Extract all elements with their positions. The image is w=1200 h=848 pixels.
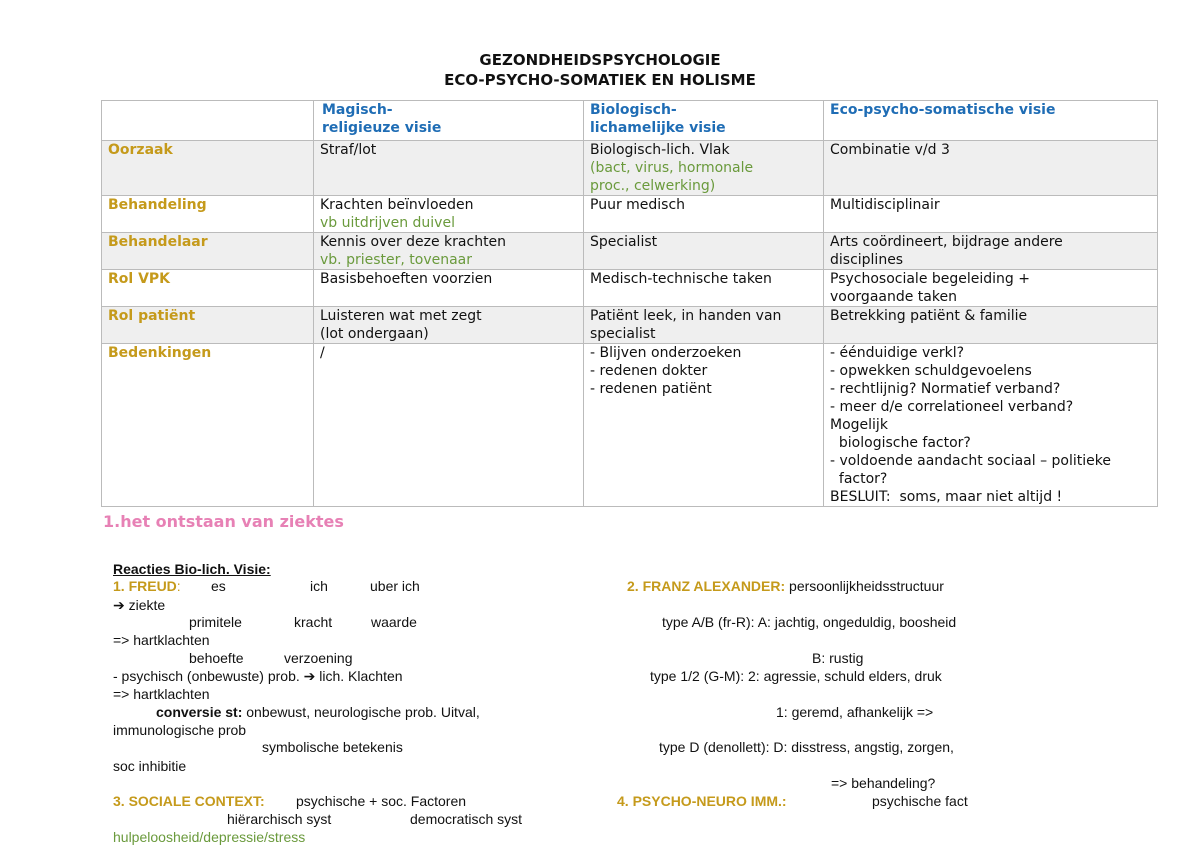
- psychisch-line: - psychisch (onbewuste) prob. ➔ lich. Klachten: [113, 668, 403, 684]
- cell-line: Basisbehoeften voorzien: [320, 271, 493, 287]
- cell-line: - opwekken schuldgevoelens: [830, 363, 1032, 379]
- cell-example-line: vb. priester, tovenaar: [320, 252, 473, 268]
- conversie-label: conversie st:: [156, 704, 243, 720]
- table-row: [102, 233, 1158, 270]
- cell-line: Combinatie v/d 3: [830, 142, 950, 158]
- table-cell-c1: [314, 196, 584, 233]
- cell-line: BESLUIT: soms, maar niet altijd !: [830, 489, 1063, 505]
- cell-line: factor?: [830, 471, 888, 487]
- section-heading: 1.het ontstaan van ziektes: [103, 512, 344, 531]
- document-title-line1: GEZONDHEIDSPSYCHOLOGIE: [479, 51, 721, 69]
- cell-line: - redenen patiënt: [590, 381, 712, 397]
- conversie-line: [156, 704, 480, 720]
- row-label: Bedenkingen: [102, 344, 314, 507]
- cell-example-line: vb uitdrijven duivel: [320, 215, 455, 231]
- cell-line: - rechtlijnig? Normatief verband?: [830, 381, 1061, 397]
- cell-line: - meer d/e correlationeel verband?: [830, 399, 1074, 415]
- cell-line: Arts coördineert, bijdrage andere: [830, 234, 1063, 250]
- freud-colon: :: [176, 578, 181, 594]
- cell-line: - redenen dokter: [590, 363, 708, 379]
- sociale-label: 3. SOCIALE CONTEXT:: [113, 793, 265, 809]
- freud-uberich: uber ich: [370, 578, 420, 594]
- cell-line: specialist: [590, 326, 656, 342]
- table-row: [102, 307, 1158, 344]
- cell-line: Krachten beïnvloeden: [320, 197, 474, 213]
- table-cell-c2: [584, 270, 824, 307]
- cell-line: Psychosociale begeleiding +: [830, 271, 1030, 287]
- hartklachten-2: => hartklachten: [113, 686, 210, 702]
- document-title-line2: ECO-PSYCHO-SOMATIEK EN HOLISME: [444, 71, 756, 89]
- cell-line: Medisch-technische taken: [590, 271, 772, 287]
- cell-line: voorgaande taken: [830, 289, 957, 305]
- democratisch: democratisch syst: [410, 811, 523, 827]
- table-cell-c1: [314, 307, 584, 344]
- cell-line: (lot ondergaan): [320, 326, 429, 342]
- table-row: [102, 196, 1158, 233]
- table-cell-c3: [824, 196, 1158, 233]
- table-cell-c2: [584, 307, 824, 344]
- freud-ich: ich: [310, 578, 328, 594]
- franz-text: persoonlijkheidsstructuur: [785, 578, 944, 594]
- row-label: Behandeling: [102, 196, 314, 233]
- behoefte: behoefte: [189, 650, 244, 666]
- cell-line: - éénduidige verkl?: [830, 345, 965, 361]
- table-row: [102, 270, 1158, 307]
- franz-line: [627, 578, 944, 594]
- header-biologisch: Biologisch- lichamelijke visie: [584, 101, 824, 141]
- verzoening: verzoening: [284, 650, 353, 666]
- cell-line: Patiënt leek, in handen van: [590, 308, 782, 324]
- table-row: [102, 141, 1158, 196]
- cell-line: /: [320, 345, 325, 361]
- freud-line: [113, 578, 181, 594]
- table-cell-c1: [314, 344, 584, 507]
- table-cell-c2: [584, 141, 824, 196]
- table-cell-c3: [824, 270, 1158, 307]
- immuno-line: immunologische prob: [113, 722, 247, 738]
- cell-line: Kennis over deze krachten: [320, 234, 507, 250]
- cell-line: - Blijven onderzoeken: [590, 345, 742, 361]
- ziekte-line: ➔ ziekte: [113, 597, 166, 613]
- row-label: Oorzaak: [102, 141, 314, 196]
- geremd: 1: geremd, afhankelijk =>: [776, 704, 934, 720]
- freud-es: es: [211, 578, 226, 594]
- type-d: type D (denollett): D: disstress, angstig, zorgen,: [659, 739, 954, 755]
- row-label: Behandelaar: [102, 233, 314, 270]
- kracht: kracht: [294, 614, 333, 630]
- table-cell-c3: [824, 233, 1158, 270]
- table-cell-c1: [314, 141, 584, 196]
- cell-line: disciplines: [830, 252, 904, 268]
- psycho-label: 4. PSYCHO-NEURO IMM.:: [617, 793, 787, 809]
- cell-line: Multidisciplinair: [830, 197, 940, 213]
- table-cell-c1: [314, 233, 584, 270]
- reacties-heading: Reacties Bio-lich. Visie:: [113, 561, 271, 577]
- type-12: type 1/2 (G-M): 2: agressie, schuld elders, druk: [650, 668, 942, 684]
- conversie-text: onbewust, neurologische prob. Uitval,: [242, 704, 480, 720]
- sociale-line: [113, 793, 265, 809]
- table-cell-c2: [584, 344, 824, 507]
- behandeling-q: => behandeling?: [831, 775, 936, 791]
- cell-example-line: (bact, virus, hormonale: [590, 160, 754, 176]
- type-ab: type A/B (fr-R): A: jachtig, ongeduldig, boosheid: [662, 614, 957, 630]
- table-row: [102, 344, 1158, 507]
- comparison-table: [101, 100, 1158, 507]
- table-cell-c1: [314, 270, 584, 307]
- row-label: Rol VPK: [102, 270, 314, 307]
- cell-example-line: proc., celwerking): [590, 178, 716, 194]
- hartklachten-1: => hartklachten: [113, 632, 210, 648]
- franz-label: 2. FRANZ ALEXANDER:: [627, 578, 786, 594]
- b-rustig: B: rustig: [812, 650, 864, 666]
- header-magisch: Magisch- religieuze visie: [314, 101, 584, 141]
- header-eco: Eco-psycho-somatische visie: [824, 101, 1158, 141]
- table-cell-c3: [824, 344, 1158, 507]
- cell-line: biologische factor?: [830, 435, 971, 451]
- psycho-label-line: [617, 793, 787, 809]
- table-cell-c2: [584, 196, 824, 233]
- psycho-text: psychische fact: [872, 793, 968, 809]
- table-cell-c2: [584, 233, 824, 270]
- cell-line: Mogelijk: [830, 417, 888, 433]
- soc-inhibitie: soc inhibitie: [113, 758, 187, 774]
- cell-line: - voldoende aandacht sociaal – politieke: [830, 453, 1111, 469]
- cell-line: Biologisch-lich. Vlak: [590, 142, 730, 158]
- freud-label: 1. FREUD: [113, 578, 177, 594]
- cell-line: Straf/lot: [320, 142, 377, 158]
- table-cell-c3: [824, 141, 1158, 196]
- hulpeloosheid: hulpeloosheid/depressie/stress: [113, 829, 306, 845]
- row-label: Rol patiënt: [102, 307, 314, 344]
- symbolische-line: symbolische betekenis: [262, 739, 403, 755]
- table-header-row: [102, 101, 1158, 141]
- primitele: primitele: [189, 614, 242, 630]
- header-empty-cell: [102, 101, 314, 141]
- table-cell-c3: [824, 307, 1158, 344]
- cell-line: Luisteren wat met zegt: [320, 308, 482, 324]
- cell-line: Puur medisch: [590, 197, 686, 213]
- cell-line: Specialist: [590, 234, 658, 250]
- hierarchisch: hiërarchisch syst: [227, 811, 332, 827]
- waarde: waarde: [371, 614, 417, 630]
- sociale-text: psychische + soc. Factoren: [296, 793, 467, 809]
- cell-line: Betrekking patiënt & familie: [830, 308, 1028, 324]
